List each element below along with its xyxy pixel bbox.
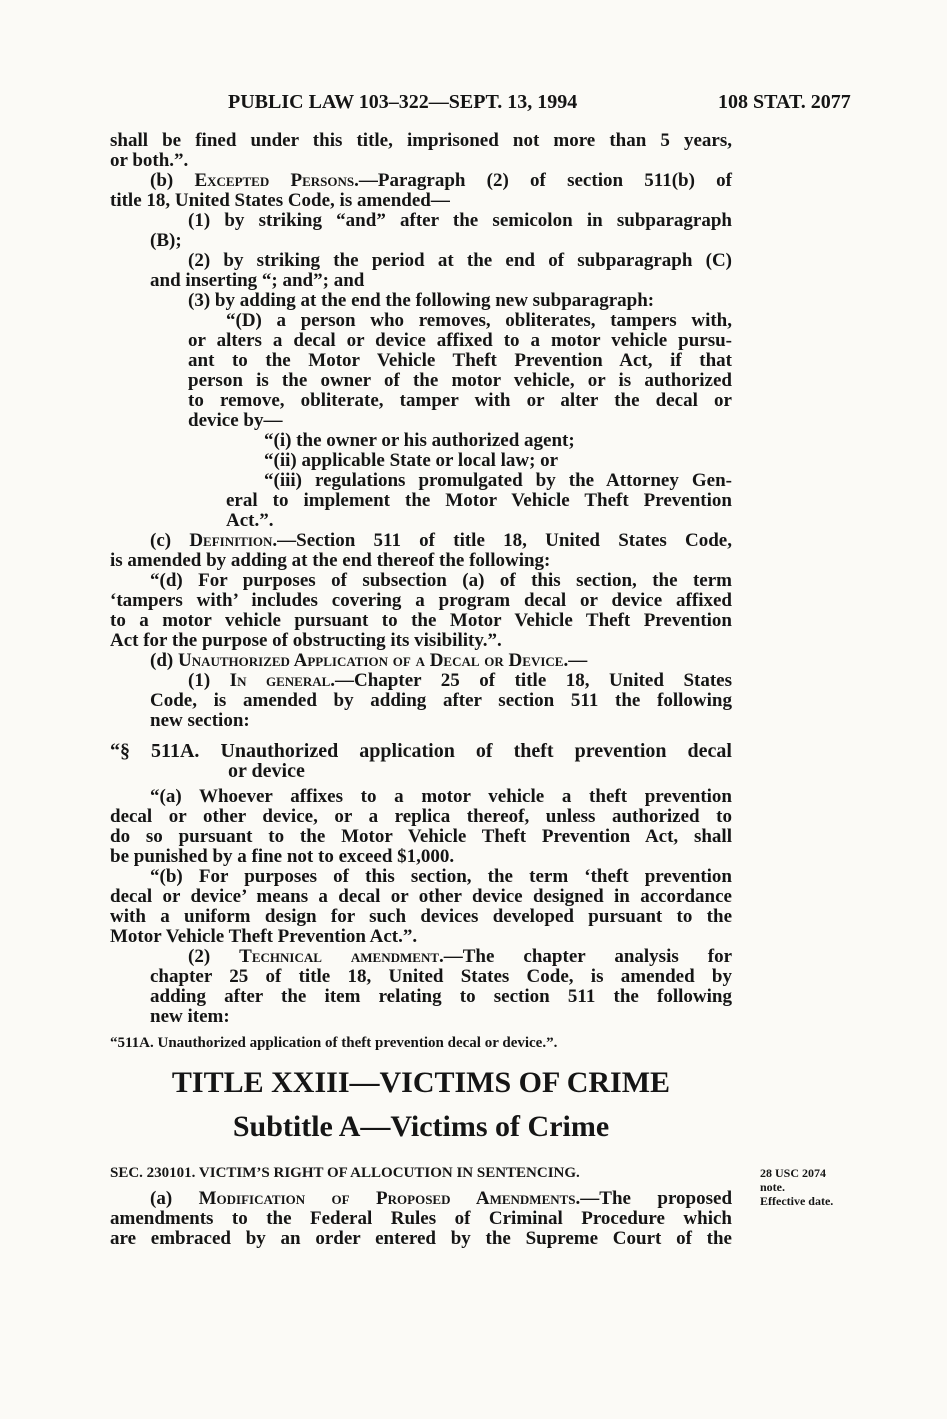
section-511a-heading: “§ 511A. Unauthorized application of theft prevention decal bbox=[110, 740, 732, 762]
section-heading: SEC. 230101. VICTIM’S RIGHT OF ALLOCUTION IN SENTENCING. bbox=[110, 1165, 580, 1181]
subsection-b-heading: (b) Excepted Persons.—Paragraph (2) of section 511(b) of bbox=[150, 170, 732, 191]
body-line: shall be fined under this title, imprisoned not more than 5 years, bbox=[110, 130, 732, 151]
body-line: device by— bbox=[188, 410, 283, 431]
body-line: person is the owner of the motor vehicle, or is authorized bbox=[188, 370, 732, 391]
body-line: new item: bbox=[150, 1006, 230, 1027]
body-line: Code, is amended by adding after section 511 the following bbox=[150, 690, 732, 711]
body-line: or both.”. bbox=[110, 150, 189, 171]
body-line: to remove, obliterate, tamper with or alter the decal or bbox=[188, 390, 732, 411]
body-line: “(b) For purposes of this section, the term ‘theft prevention bbox=[150, 866, 732, 887]
margin-note-effective-date: Effective date. bbox=[760, 1194, 834, 1208]
running-header-left: PUBLIC LAW 103–322—SEPT. 13, 1994 bbox=[228, 91, 578, 113]
margin-note-usc: 28 USC 2074 bbox=[760, 1166, 827, 1180]
body-line: adding after the item relating to section 511 the following bbox=[150, 986, 732, 1007]
body-line: “(iii) regulations promulgated by the Attorney Gen- bbox=[264, 470, 732, 491]
body-line: do so pursuant to the Motor Vehicle Theft Prevention Act, shall bbox=[110, 826, 732, 847]
body-line: amendments to the Federal Rules of Criminal Procedure which bbox=[110, 1208, 732, 1229]
body-line: title 18, United States Code, is amended— bbox=[110, 190, 450, 211]
title-heading: TITLE XXIII—VICTIMS OF CRIME bbox=[171, 1066, 671, 1099]
body-line: with a uniform design for such devices developed pursuant to the bbox=[110, 906, 732, 927]
body-line: new section: bbox=[150, 710, 250, 731]
body-line: chapter 25 of title 18, United States Code, is amended by bbox=[150, 966, 732, 987]
subtitle-heading: Subtitle A—Victims of Crime bbox=[232, 1110, 610, 1143]
running-header-right: 108 STAT. 2077 bbox=[718, 91, 851, 113]
body-line: and inserting “; and”; and bbox=[150, 270, 365, 291]
paragraph-2-heading: (2) Technical amendment.—The chapter analysis for bbox=[188, 946, 733, 967]
body-line: or alters a decal or device affixed to a motor vehicle pursu- bbox=[188, 330, 732, 351]
subsection-a-heading: (a) Modification of Proposed Amendments.—The proposed bbox=[150, 1188, 733, 1209]
body-line: (2) by striking the period at the end of subparagraph (C) bbox=[188, 250, 732, 271]
body-line: “(D) a person who removes, obliterates, tampers with, bbox=[226, 310, 732, 331]
body-line: to a motor vehicle pursuant to the Motor Vehicle Theft Prevention bbox=[110, 610, 732, 631]
body-line: (B); bbox=[150, 230, 182, 251]
body-line: ant to the Motor Vehicle Theft Prevention Act, if that bbox=[188, 350, 732, 371]
body-line: decal or device’ means a decal or other device designed in accordance bbox=[110, 886, 732, 907]
body-line: (1) by striking “and” after the semicolon in subparagraph bbox=[188, 210, 732, 231]
paragraph-1-heading: (1) In general.—Chapter 25 of title 18, United States bbox=[188, 670, 732, 691]
body-line: Act for the purpose of obstructing its visibility.”. bbox=[110, 630, 502, 651]
body-line: “(d) For purposes of subsection (a) of this section, the term bbox=[150, 570, 732, 591]
body-line: are embraced by an order entered by the Supreme Court of the bbox=[110, 1228, 732, 1249]
body-line: “(i) the owner or his authorized agent; bbox=[264, 430, 575, 451]
body-line: Act.”. bbox=[226, 510, 274, 531]
chapter-analysis-item: “511A. Unauthorized application of theft prevention decal or device.”. bbox=[110, 1035, 558, 1051]
body-line: (3) by adding at the end the following new subparagraph: bbox=[188, 290, 655, 311]
subsection-c-heading: (c) Definition.—Section 511 of title 18, United States Code, bbox=[150, 530, 732, 551]
body-line: ‘tampers with’ includes covering a program decal or device affixed bbox=[110, 590, 732, 611]
body-line: be punished by a fine not to exceed $1,000. bbox=[110, 846, 455, 867]
subsection-d-heading: (d) Unauthorized Application of a Decal or Device.— bbox=[150, 650, 588, 671]
body-line: “(a) Whoever affixes to a motor vehicle a theft prevention bbox=[150, 786, 732, 807]
body-line: “(ii) applicable State or local law; or bbox=[264, 450, 559, 471]
margin-note-note: note. bbox=[760, 1180, 785, 1194]
section-511a-heading-cont: or device bbox=[228, 760, 305, 782]
body-line: Motor Vehicle Theft Prevention Act.”. bbox=[110, 926, 418, 947]
body-line: decal or other device, or a replica thereof, unless authorized to bbox=[110, 806, 732, 827]
body-line: is amended by adding at the end thereof the following: bbox=[110, 550, 551, 571]
body-line: eral to implement the Motor Vehicle Theft Prevention bbox=[226, 490, 732, 511]
